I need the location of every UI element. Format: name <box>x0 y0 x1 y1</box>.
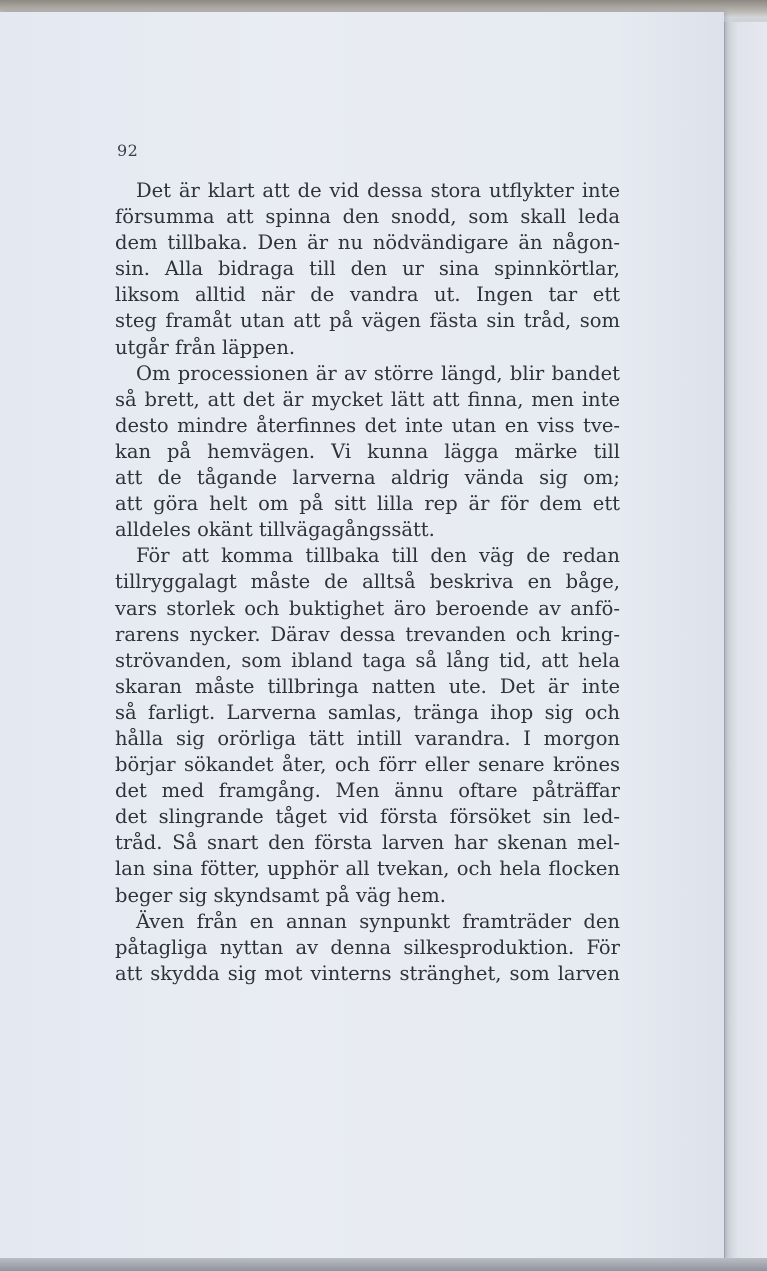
book-page <box>0 12 724 1260</box>
text-line: påtagliga nyttan av denna silkesproduktion. För <box>115 935 620 959</box>
text-line: steg framåt utan att på vägen fästa sin tråd, som <box>115 309 620 333</box>
text-line: lan sina fötter, upphör all tvekan, och hela flocken <box>115 857 620 881</box>
text-line: För att komma tillbaka till den väg de redan <box>136 544 620 568</box>
text-line: skaran måste tillbringa natten ute. Det är inte <box>115 674 620 698</box>
text-line: börjar sökandet åter, och förr eller senare krönes <box>115 753 620 777</box>
text-line: strövanden, som ibland taga så lång tid, att hela <box>115 648 620 672</box>
adjacent-page-edge <box>724 22 767 1262</box>
text-line: liksom alltid när de vandra ut. Ingen tar ett <box>115 283 620 307</box>
text-line: så farligt. Larverna samlas, tränga ihop sig och <box>115 700 620 724</box>
text-line: kan på hemvägen. Vi kunna lägga märke till <box>115 439 620 463</box>
text-line: vars storlek och buktighet äro beroende av anfö- <box>115 596 620 620</box>
text-line: Det är klart att de vid dessa stora utflykter inte <box>136 179 620 202</box>
text-line: att göra helt om på sitt lilla rep är för dem ett <box>115 492 620 516</box>
text-line: desto mindre återfinnes det inte utan en viss tve- <box>115 413 620 437</box>
page-number: 92 <box>117 141 139 160</box>
text-line: sin. Alla bidraga till den ur sina spinnkörtlar, <box>115 257 620 281</box>
text-line: alldeles okänt tillvägagångssätt. <box>115 518 435 542</box>
text-line: hålla sig orörliga tätt intill varandra. I morgon <box>115 726 620 750</box>
text-line: det slingrande tåget vid första försöket sin led- <box>115 805 620 829</box>
text-line: tråd. Så snart den första larven har skenan mel- <box>115 831 620 855</box>
text-line: beger sig skyndsamt på väg hem. <box>115 883 446 907</box>
text-line: att de tågande larverna aldrig vända sig om; <box>115 466 620 490</box>
text-line: det med framgång. Men ännu oftare påträffar <box>115 779 620 803</box>
text-line: så brett, att det är mycket lätt att finna, men inte <box>115 387 620 411</box>
text-line: rarens nycker. Därav dessa trevanden och kring- <box>115 622 620 646</box>
text-line: att skydda sig mot vinterns stränghet, som larven <box>115 961 620 985</box>
text-line: dem tillbaka. Den är nu nödvändigare än någon- <box>115 231 620 255</box>
text-line: tillryggalagt måste de alltså beskriva en båge, <box>115 570 620 594</box>
text-line: utgår från läppen. <box>115 335 296 359</box>
body-text <box>115 178 620 987</box>
text-line: Om processionen är av större längd, blir bandet <box>136 361 620 385</box>
text-line: Även från en annan synpunkt framträder den <box>136 909 620 933</box>
book-bottom-edge <box>0 1258 767 1271</box>
text-line: försumma att spinna den snodd, som skall leda <box>115 205 620 229</box>
